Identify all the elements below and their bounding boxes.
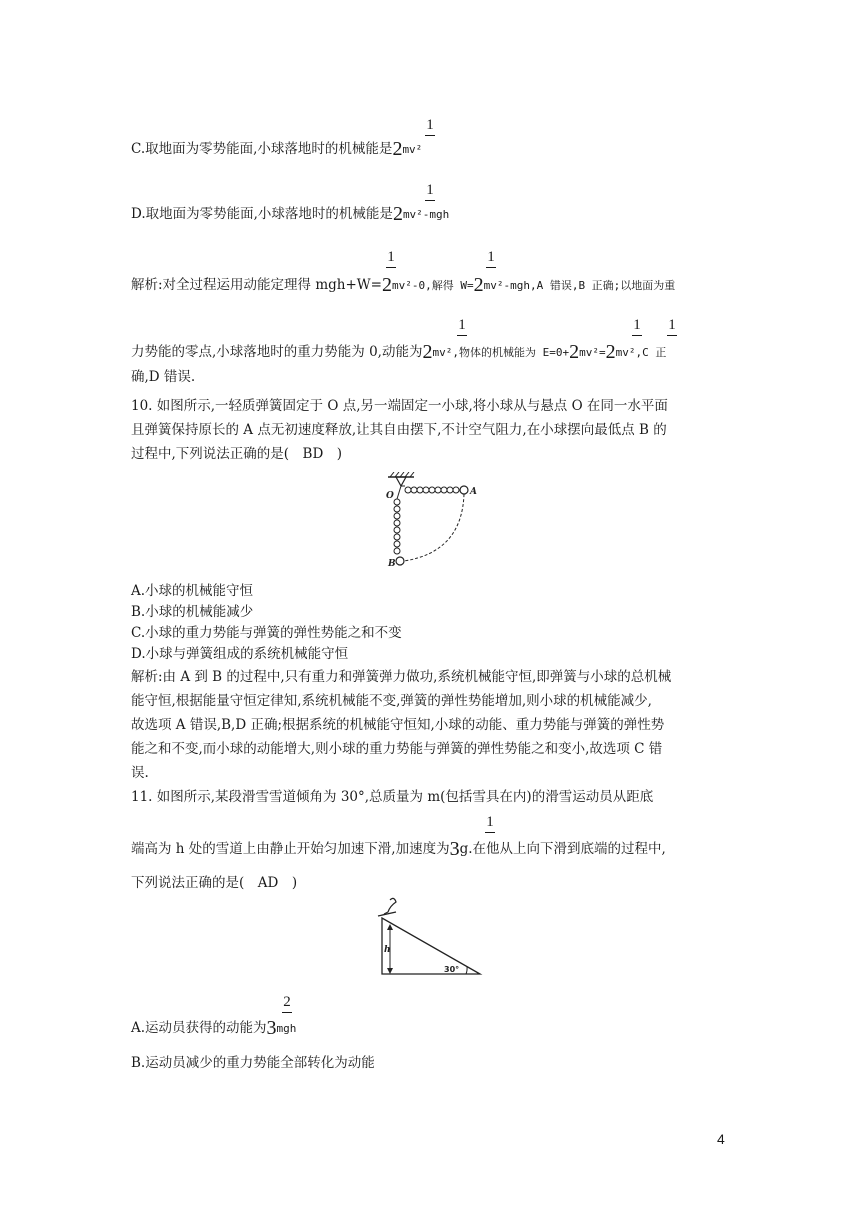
fraction-numerator: 1 bbox=[668, 317, 676, 333]
option-b: B.小球的机械能减少 bbox=[131, 604, 254, 620]
fraction-bar bbox=[425, 135, 435, 136]
analysis-line: 能之和不变,而小球的动能增大,则小球的重力势能与弹簧的弹性势能之和变小,故选项 C 错 bbox=[131, 741, 663, 757]
question-10-stem: 过程中,下列说法正确的是( BD ) bbox=[131, 446, 343, 462]
analysis-line: 确,D 错误. bbox=[131, 369, 196, 385]
page-number: 4 bbox=[717, 1131, 725, 1147]
fraction-bar bbox=[485, 832, 495, 833]
ball-b-icon bbox=[396, 557, 404, 565]
analysis-line: 误. bbox=[131, 765, 149, 781]
option-a: A.小球的机械能守恒 bbox=[131, 583, 254, 599]
question-10-stem: 且弹簧保持原长的 A 点无初速度释放,让其自由摆下,不计空气阻力,在小球摆向最低点 B 的 bbox=[131, 422, 667, 438]
analysis-text: mv²-0,解得 W= bbox=[391, 279, 474, 292]
analysis-text: 力势能的零点,小球落地时的重力势能为 0,动能为 bbox=[131, 344, 423, 360]
analysis-text: mv²-mgh,A 错误,B 正确;以地面为重 bbox=[483, 279, 676, 292]
option-c: C.小球的重力势能与弹簧的弹性势能之和不变 bbox=[131, 625, 402, 641]
ski-slope-diagram bbox=[376, 896, 486, 978]
analysis-line: 解析:由 A 到 B 的过程中,只有重力和弹簧弹力做功,系统机械能守恒,即弹簧与小球的总机械 bbox=[131, 669, 672, 685]
fraction-denominator: 3 bbox=[449, 838, 460, 860]
analysis-text: mv²= bbox=[579, 346, 606, 359]
fraction-bar bbox=[425, 200, 435, 201]
option-a-text: A.运动员获得的动能为 bbox=[131, 1020, 267, 1036]
question-10-stem: 10. 如图所示,一轻质弹簧固定于 O 点,另一端固定一小球,将小球从与悬点 O 在同一水平面 bbox=[131, 398, 668, 414]
fraction-denominator: 3 bbox=[266, 1017, 277, 1039]
fraction-bar bbox=[486, 267, 496, 268]
question-text: g.在他从上向下滑到底端的过程中, bbox=[459, 841, 666, 857]
fraction-denominator: 2 bbox=[392, 138, 403, 160]
fraction-numerator: 1 bbox=[487, 249, 495, 265]
label-b: B bbox=[388, 559, 396, 569]
option-d-text: D.取地面为零势能面,小球落地时的机械能是 bbox=[131, 206, 393, 222]
option-a bbox=[131, 1019, 296, 1038]
skier-icon bbox=[384, 898, 396, 914]
formula-text: mv² bbox=[402, 143, 423, 156]
analysis-text: mv²,物体的机械能为 E=0+ bbox=[432, 346, 570, 359]
fraction-denominator: 2 bbox=[381, 274, 392, 296]
label-a: A bbox=[470, 487, 477, 497]
option-b: B.运动员减少的重力势能全部转化为动能 bbox=[131, 1055, 375, 1071]
fraction-denominator: 2 bbox=[473, 274, 484, 296]
option-c bbox=[131, 140, 422, 159]
fraction-denominator: 2 bbox=[392, 203, 403, 225]
fraction-denominator: 2 bbox=[569, 341, 580, 363]
analysis-line bbox=[131, 343, 666, 362]
fraction-numerator: 2 bbox=[283, 994, 291, 1010]
formula-text: mv²-mgh bbox=[402, 208, 450, 221]
analysis-text: mv²,C 正 bbox=[615, 346, 667, 359]
label-h: h bbox=[384, 945, 391, 955]
fraction-denominator: 2 bbox=[422, 341, 433, 363]
question-text: 端高为 h 处的雪道上由静止开始匀加速下滑,加速度为 bbox=[131, 841, 450, 857]
fraction-bar bbox=[667, 335, 677, 336]
spring-pendulum-diagram bbox=[378, 472, 488, 572]
option-d bbox=[131, 205, 449, 224]
option-d: D.小球与弹簧组成的系统机械能守恒 bbox=[131, 646, 349, 662]
analysis-line: 能守恒,根据能量守恒定律知,系统机械能不变,弹簧的弹性势能增加,则小球的机械能减少, bbox=[131, 693, 652, 709]
fraction-numerator: 1 bbox=[486, 814, 494, 830]
fraction-numerator: 1 bbox=[426, 182, 434, 198]
fraction-numerator: 1 bbox=[387, 249, 395, 265]
fraction-denominator: 2 bbox=[605, 341, 616, 363]
fraction-bar bbox=[386, 267, 396, 268]
label-angle: 30° bbox=[444, 965, 460, 974]
label-o: O bbox=[386, 491, 394, 501]
ball-a-icon bbox=[460, 486, 468, 494]
fraction-numerator: 1 bbox=[458, 317, 466, 333]
analysis-line bbox=[131, 276, 675, 295]
fraction-numerator: 1 bbox=[633, 317, 641, 333]
analysis-text: 解析:对全过程运用动能定理得 mgh+W= bbox=[131, 277, 382, 293]
analysis-line: 故选项 A 错误,B,D 正确;根据系统的机械能守恒知,小球的动能、重力势能与弹簧的弹性势 bbox=[131, 717, 665, 733]
question-11-stem: 11. 如图所示,某段滑雪雪道倾角为 30°,总质量为 m(包括雪具在内)的滑雪运动员从距底 bbox=[131, 789, 654, 805]
question-11-stem bbox=[131, 840, 666, 858]
fraction-bar bbox=[632, 335, 642, 336]
question-11-stem: 下列说法正确的是( AD ) bbox=[131, 875, 298, 891]
option-c-text: C.取地面为零势能面,小球落地时的机械能是 bbox=[131, 141, 393, 157]
fraction-bar bbox=[282, 1012, 292, 1013]
fraction-numerator: 1 bbox=[426, 117, 434, 133]
fraction-bar bbox=[457, 335, 467, 336]
formula-text: mgh bbox=[276, 1022, 297, 1035]
